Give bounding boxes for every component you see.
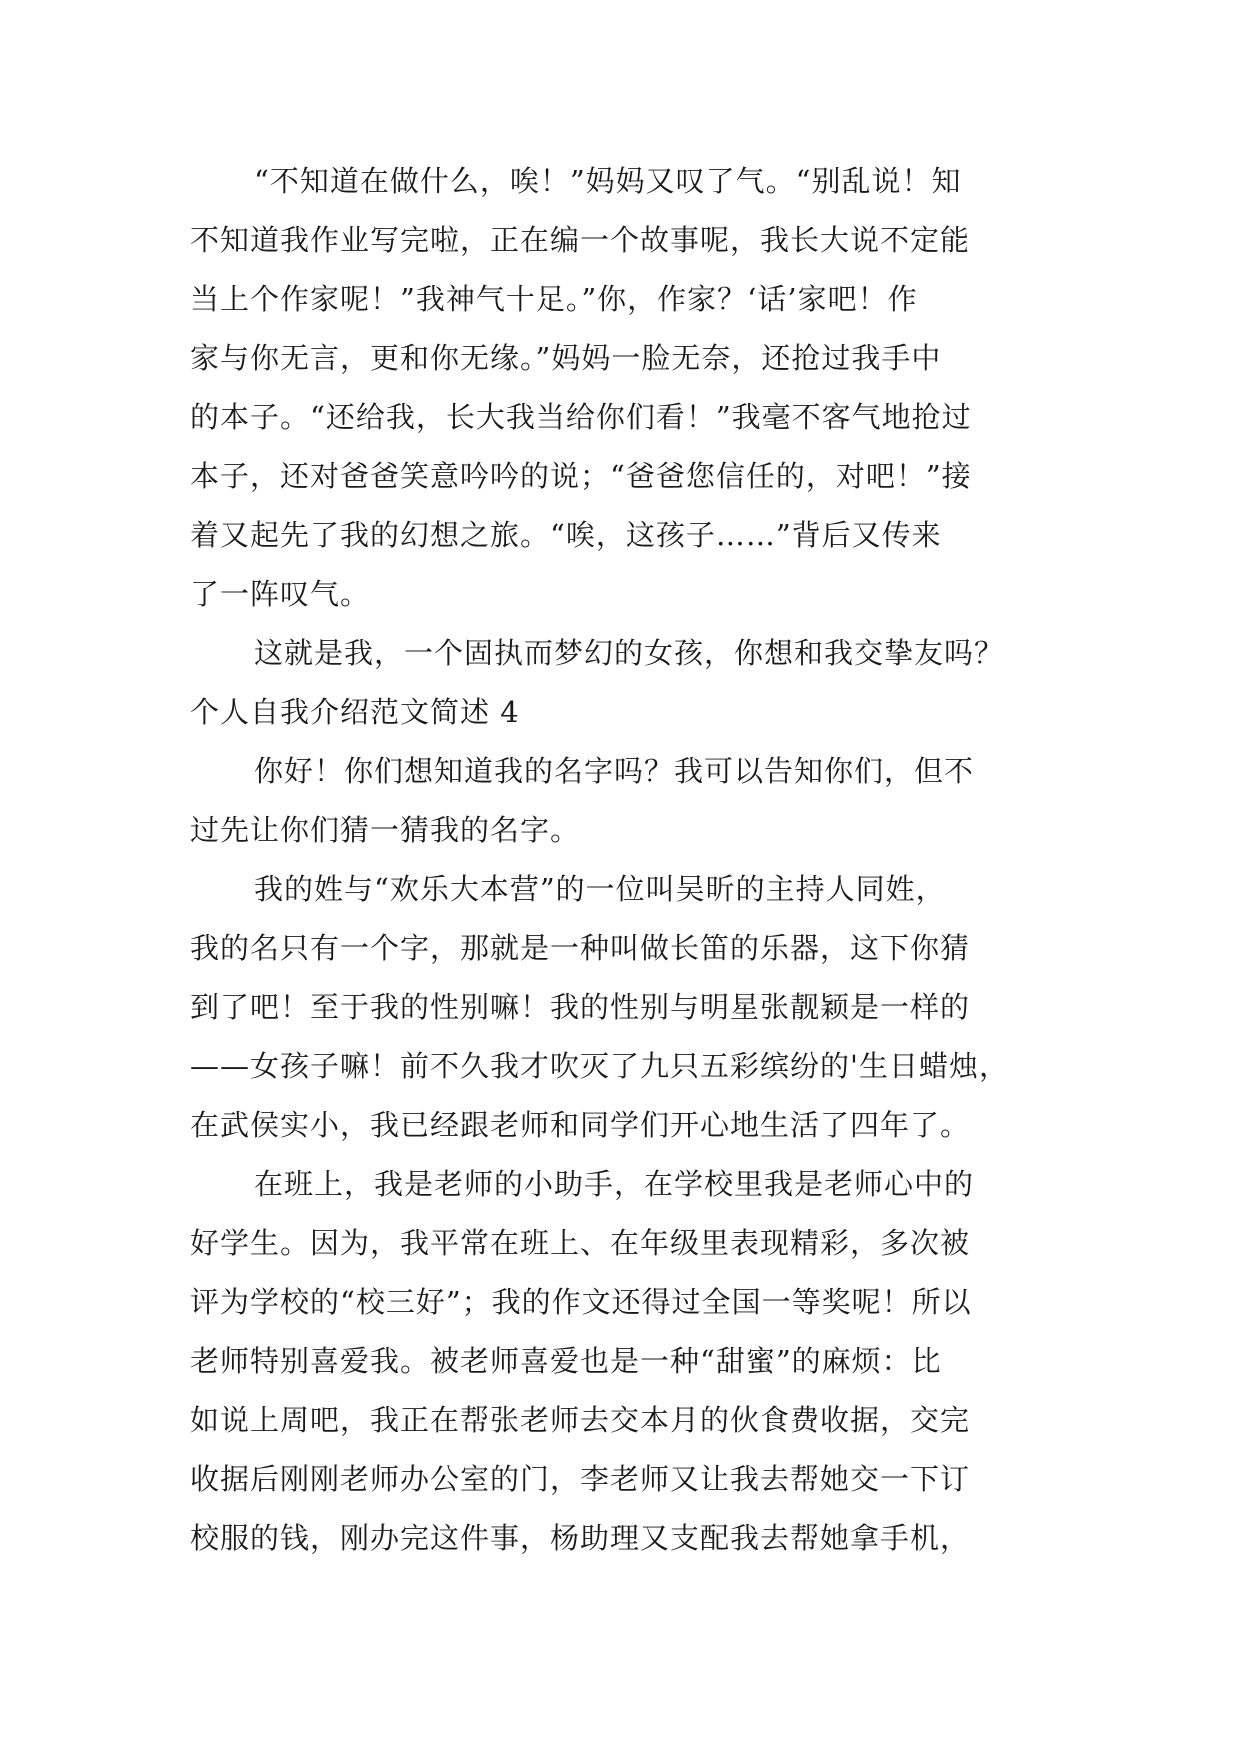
paragraph-line: 我的姓与“欢乐大本营”的一位叫吴昕的主持人同姓， xyxy=(254,872,946,906)
paragraph-line: 如说上周吧，我正在帮张老师去交本月的伙食费收据，交完 xyxy=(190,1403,971,1437)
paragraph-line: 你好！你们想知道我的名字吗？我可以告知你们，但不 xyxy=(254,754,975,788)
paragraph-line: 过先让你们猜一猜我的名字。 xyxy=(190,813,581,847)
paragraph-line: 不知道我作业写完啦，正在编一个故事呢，我长大说不定能 xyxy=(190,223,971,257)
paragraph-line: 了一阵叹气。 xyxy=(190,577,371,611)
paragraph-line: 老师特别喜爱我。被老师喜爱也是一种“甜蜜”的麻烦：比 xyxy=(190,1344,942,1378)
paragraph-line: 本子，还对爸爸笑意吟吟的说；“爸爸您信任的，对吧！”接 xyxy=(190,459,972,493)
paragraph-line: 这就是我，一个固执而梦幻的女孩，你想和我交挚友吗？ xyxy=(254,636,1005,670)
document-body xyxy=(190,152,1050,1568)
paragraph-line: 在武侯实小，我已经跟老师和同学们开心地生活了四年了。 xyxy=(190,1108,971,1142)
paragraph-line: ——女孩子嘛！前不久我才吹灭了九只五彩缤纷的'生日蜡烛， xyxy=(190,1049,1009,1083)
paragraph-line: 校服的钱，刚办完这件事，杨助理又支配我去帮她拿手机， xyxy=(190,1521,971,1555)
paragraph-line: 当上个作家呢！”我神气十足。”你，作家？‘话’家吧！作 xyxy=(190,282,918,316)
paragraph-line: 评为学校的“校三好”；我的作文还得过全国一等奖呢！所以 xyxy=(190,1285,972,1319)
paragraph-line: 收据后刚刚老师办公室的门，李老师又让我去帮她交一下订 xyxy=(190,1462,971,1496)
paragraph-line: 家与你无言，更和你无缘。”妈妈一脸无奈，还抢过我手中 xyxy=(190,341,942,375)
paragraph-line: 我的名只有一个字，那就是一种叫做长笛的乐器，这下你猜 xyxy=(190,931,971,965)
section-heading: 个人自我介绍范文简述 4 xyxy=(190,695,520,729)
paragraph-line: 着又起先了我的幻想之旅。“唉，这孩子……”背后又传来 xyxy=(190,518,942,552)
paragraph-line: “不知道在做什么，唉！”妈妈又叹了气。“别乱说！知 xyxy=(254,164,962,198)
paragraph-line: 好学生。因为，我平常在班上、在年级里表现精彩，多次被 xyxy=(190,1226,971,1260)
paragraph-line: 在班上，我是老师的小助手，在学校里我是老师心中的 xyxy=(254,1167,975,1201)
paragraph-line: 的本子。“还给我，长大我当给你们看！”我毫不客气地抢过 xyxy=(190,400,972,434)
paragraph-line: 到了吧！至于我的性别嘛！我的性别与明星张靓颖是一样的 xyxy=(190,990,971,1024)
